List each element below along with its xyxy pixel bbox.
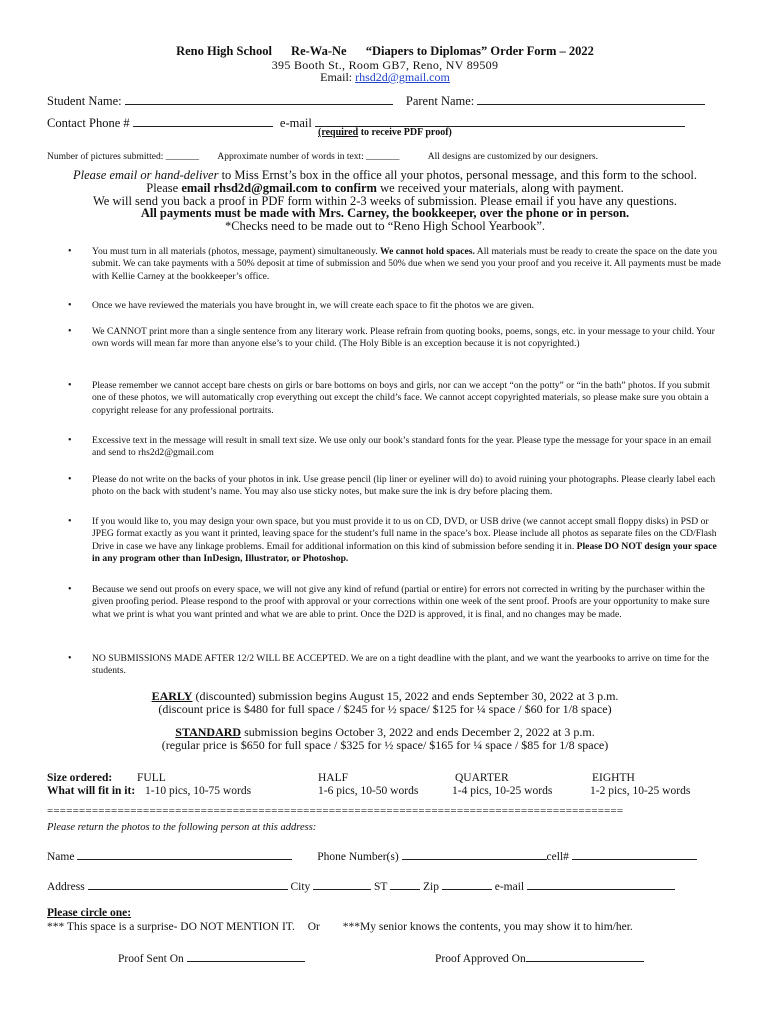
list-item: • NO SUBMISSIONS MADE AFTER 12/2 WILL BE ACCEPTED. We are on a tight deadline with the plant, and we want the yearbooks to arrive on time for the students. <box>68 653 709 677</box>
early-label: EARLY <box>151 689 193 703</box>
proof-approved-label: Proof Approved On <box>435 953 526 965</box>
return-st-label: ST <box>374 881 388 893</box>
return-zip-label: Zip <box>422 881 439 893</box>
standard-prices: (regular price is $650 for full space / $325 for ½ space/ $165 for ¼ space / $85 for 1/8 space) <box>161 738 609 752</box>
list-item: • You must turn in all materials (photos, message, payment) simultaneously. We cannot hold spaces. All materials must be ready to create the space on the date you submit. We can take payments with a 50% deposit at time of submission and 50% due when we send you your proof and you receive it. All payments must be made with Kellie Carney at the bookkeeper’s office. <box>68 246 721 282</box>
size-eighth[interactable]: EIGHTH <box>592 772 635 784</box>
designs-note: All designs are customized by our designers. <box>427 152 598 162</box>
bullet-icon: • <box>68 584 72 595</box>
student-parent-row <box>47 93 705 109</box>
name-phone-row <box>47 848 697 863</box>
parent-name-label: Parent Name: <box>405 94 475 108</box>
senior-knows-option[interactable]: ***My senior knows the contents, you may show it to him/her. <box>342 921 633 933</box>
return-st-field[interactable] <box>390 878 420 890</box>
email-field[interactable] <box>315 115 685 127</box>
list-item: • Once we have reviewed the materials you have brought in, we will create each space to fit the photos we are given. <box>68 300 534 311</box>
intro-line1-rest: to Miss Ernst’s box in the office all your photos, personal message, and this form to the school. <box>221 168 697 182</box>
proof-sent-label: Proof Sent On <box>118 953 184 965</box>
intro-line2-pre: Please <box>146 181 179 195</box>
proof-approved-row <box>435 950 644 965</box>
return-name-field[interactable] <box>77 848 292 860</box>
standard-text: submission begins October 3, 2022 and ends December 2, 2022 at 3 p.m. <box>244 725 595 739</box>
list-item: • Please remember we cannot accept bare chests on girls or bare bottoms on boys and girls, nor can we accept “on the potty” or “in the bath” photos. If you submit one of these photos, we will automatically crop everything out except the child’s face. We cannot accept copyrighted materials, so please make sure you obtain a copyright release for any professional portraits. <box>68 380 711 416</box>
fit-quarter: 1-4 pics, 10-25 words <box>452 785 553 797</box>
student-name-label: Student Name: <box>47 94 122 108</box>
surprise-option[interactable]: *** This space is a surprise- DO NOT MENTION IT. <box>47 921 295 933</box>
fit-half: 1-6 pics, 10-50 words <box>318 785 419 797</box>
list-item: • We CANNOT print more than a single sentence from any literary work. Please refrain from quoting books, poems, songs, etc. in your message to your child. Your own words will mean far more than anyone else’s to your child. (The Holy Bible is an exception because it is not copyrighted.) <box>68 326 715 350</box>
list-item: • Please do not write on the backs of your photos in ink. Use grease pencil (lip liner or eyeliner will do) to avoid ruining your photographs. Please clearly label each photo on the back with student’s name. You may also use sticky notes, but make sure the ink is dry before placing them. <box>68 474 716 498</box>
required-word: (required <box>318 127 359 138</box>
return-zip-field[interactable] <box>442 878 492 890</box>
proof-approved-field[interactable] <box>526 950 644 962</box>
early-prices: (discount price is $480 for full space / $245 for ½ space/ $125 for ¼ space / $60 for 1/8 space) <box>158 702 612 716</box>
bullet-icon: • <box>68 246 72 257</box>
email-field-label: e-mail <box>279 116 312 130</box>
intro-line2-bold: email rhsd2d@gmail.com to confirm <box>181 181 377 195</box>
form-title: “Diapers to Diplomas” Order Form – 2022 <box>365 44 594 58</box>
intro-line-4: All payments must be made with Mrs. Carney, the bookkeeper, over the phone or in person. <box>140 206 630 220</box>
list-item: • Excessive text in the message will result in small text size. We use only our book’s standard fonts for the year. Please type the message for your space in an email and send to rhs2d2@gmail.com <box>68 435 712 459</box>
return-email-label: e-mail <box>494 881 525 893</box>
email-label: Email: <box>320 70 353 84</box>
bullet-icon: • <box>68 380 72 391</box>
return-cell-field[interactable] <box>572 848 697 860</box>
intro-line-5: *Checks need to be made out to “Reno High School Yearbook”. <box>224 219 546 233</box>
return-address-field[interactable] <box>88 878 288 890</box>
return-name-label: Name <box>47 851 75 863</box>
return-phone-field[interactable] <box>402 848 547 860</box>
separator: ========================================================================================== <box>47 805 624 817</box>
size-half[interactable]: HALF <box>318 772 349 784</box>
standard-label: STANDARD <box>175 725 242 739</box>
size-ordered-label: Size ordered: <box>47 772 113 784</box>
return-cell-label: cell# <box>546 851 569 863</box>
bullet-icon: • <box>68 326 72 337</box>
address-row <box>47 878 675 893</box>
fit-label: What will fit in it: <box>47 785 136 797</box>
form-header <box>0 44 770 59</box>
intro-line2-rest: we received your materials, along with payment. <box>380 181 624 195</box>
yearbook-name: Re-Wa-Ne <box>291 44 347 58</box>
bullet-icon: • <box>68 300 72 311</box>
fit-eighth: 1-2 pics, 10-25 words <box>590 785 691 797</box>
school-name: Reno High School <box>176 44 272 58</box>
return-address-label: Address <box>47 881 85 893</box>
bullet-icon: • <box>68 653 72 664</box>
return-instruction: Please return the photos to the following person at this address: <box>47 822 317 833</box>
pictures-words-row <box>47 152 598 162</box>
school-address: 395 Booth St., Room GB7, Reno, NV 89509 <box>271 58 499 72</box>
contact-phone-label: Contact Phone # <box>47 116 130 130</box>
intro-italic: Please email or hand-deliver <box>73 168 219 182</box>
bullet-icon: • <box>68 474 72 485</box>
early-text: (discounted) submission begins August 15, 2022 and ends September 30, 2022 at 3 p.m. <box>195 689 619 703</box>
list-item: • If you would like to, you may design your own space, but you must provide it to us on CD, DVD, or USB drive (we cannot accept small floppy disks) in PSD or JPEG format exactly as you want it printed, leaving space for the student’s full name in the space’s box. Please include all photos as separate files on the CD/Flash Drive in case we have any linkage problems. Email for additional information on this kind of submission before sending it in. Please DO NOT design your space in any program other than InDesign, Illustrator, or Photoshop. <box>68 516 717 564</box>
required-rest: to receive PDF proof) <box>360 127 452 138</box>
or-text: Or <box>307 921 320 933</box>
circle-one-label: Please circle one: <box>47 907 132 919</box>
return-phone-label: Phone Number(s) <box>317 851 399 863</box>
contact-phone-field[interactable] <box>133 115 273 127</box>
return-city-label: City <box>290 881 311 893</box>
parent-name-field[interactable] <box>477 93 705 105</box>
approx-words-field[interactable]: Approximate number of words in text: _______ <box>217 152 400 162</box>
fit-full: 1-10 pics, 10-75 words <box>145 785 252 797</box>
size-full[interactable]: FULL <box>137 772 166 784</box>
email-line <box>0 70 770 85</box>
list-item: • Because we send out proofs on every space, we will not give any kind of refund (partial or entire) for errors not corrected in writing by the purchaser within the given proofing period. Please respond to the proof with approval or your corrections within one week of the sent proof. Proofs are your opportunity to make sure what we print is what you want printed and what we are able to print. Once the D2D is approved, it is final, and no changes may be made. <box>68 584 710 620</box>
email-link[interactable]: rhsd2d@gmail.com <box>355 70 450 84</box>
bullet-icon: • <box>68 435 72 446</box>
num-pictures-field[interactable]: Number of pictures submitted: _______ <box>47 152 199 162</box>
bullet-icon: • <box>68 516 72 527</box>
proof-sent-field[interactable] <box>187 950 305 962</box>
proof-sent-row <box>118 950 305 965</box>
size-quarter[interactable]: QUARTER <box>455 772 509 784</box>
student-name-field[interactable] <box>125 93 393 105</box>
intro-line-3: We will send you back a proof in PDF form within 2-3 weeks of submission. Please email if you have any questions. <box>93 194 677 208</box>
circle-options <box>47 921 633 933</box>
return-city-field[interactable] <box>313 878 371 890</box>
return-email-field[interactable] <box>527 878 675 890</box>
required-note <box>318 127 452 138</box>
